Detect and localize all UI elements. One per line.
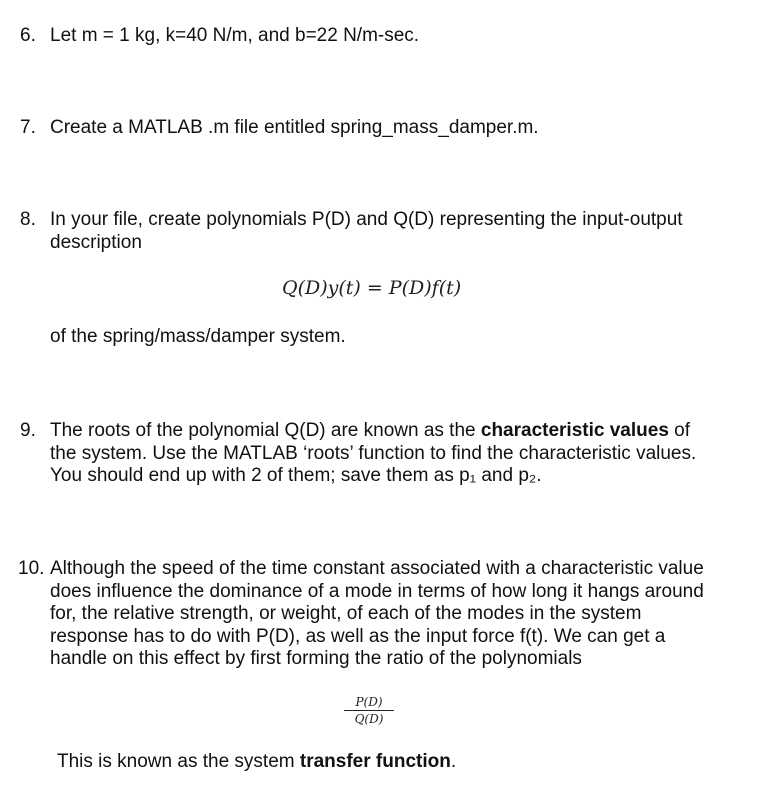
item-text-part: .	[450, 751, 457, 772]
item-line: Although the speed of the time constant associated with a characteristic value	[50, 558, 704, 579]
item-number: 6.	[20, 25, 36, 46]
item-line: handle on this effect by first forming the ratio of the polynomials	[50, 648, 582, 669]
item-text	[50, 558, 750, 671]
fraction-bar	[344, 710, 394, 711]
transfer-fraction	[344, 695, 394, 726]
item-number: 10.	[18, 558, 45, 579]
item-line: response has to do with P(D), as well as the input force f(t). We can get a	[50, 625, 666, 647]
item-text-part: of	[668, 420, 691, 441]
equation: Q(D)y(t) = P(D)f(t)	[282, 277, 462, 299]
item-10-after	[57, 751, 456, 774]
item-8-after: of the spring/mass/damper system.	[50, 326, 346, 347]
fraction-numerator: P(D)	[355, 695, 383, 709]
bold-term: transfer function	[299, 751, 451, 772]
item-line	[50, 420, 750, 443]
fraction-denominator: Q(D)	[354, 712, 384, 726]
item-line: description	[50, 231, 142, 253]
item-number: 9.	[20, 420, 36, 441]
item-text: Let m = 1 kg, k=40 N/m, and b=22 N/m-sec.	[50, 25, 420, 46]
item-text: Create a MATLAB .m file entitled spring_mass_damper.m.	[50, 117, 539, 138]
item-line: the system. Use the MATLAB ‘roots’ function to find the characteristic values.	[50, 442, 697, 464]
item-text-part: The roots of the polynomial Q(D) are known as the	[50, 420, 481, 441]
item-line: for, the relative strength, or weight, of each of the modes in the system	[50, 603, 642, 624]
item-text-part: This is known as the system	[57, 751, 300, 772]
item-number: 8.	[20, 209, 36, 230]
item-line: does influence the dominance of a mode in terms of how long it hangs around	[50, 580, 704, 602]
item-text	[50, 420, 750, 488]
item-line: You should end up with 2 of them; save them as p₁ and p₂.	[50, 465, 542, 486]
bold-term: characteristic values	[480, 420, 669, 441]
item-text	[50, 209, 750, 254]
item-number: 7.	[20, 117, 36, 138]
item-line: In your file, create polynomials P(D) and Q(D) representing the input-output	[50, 209, 683, 230]
